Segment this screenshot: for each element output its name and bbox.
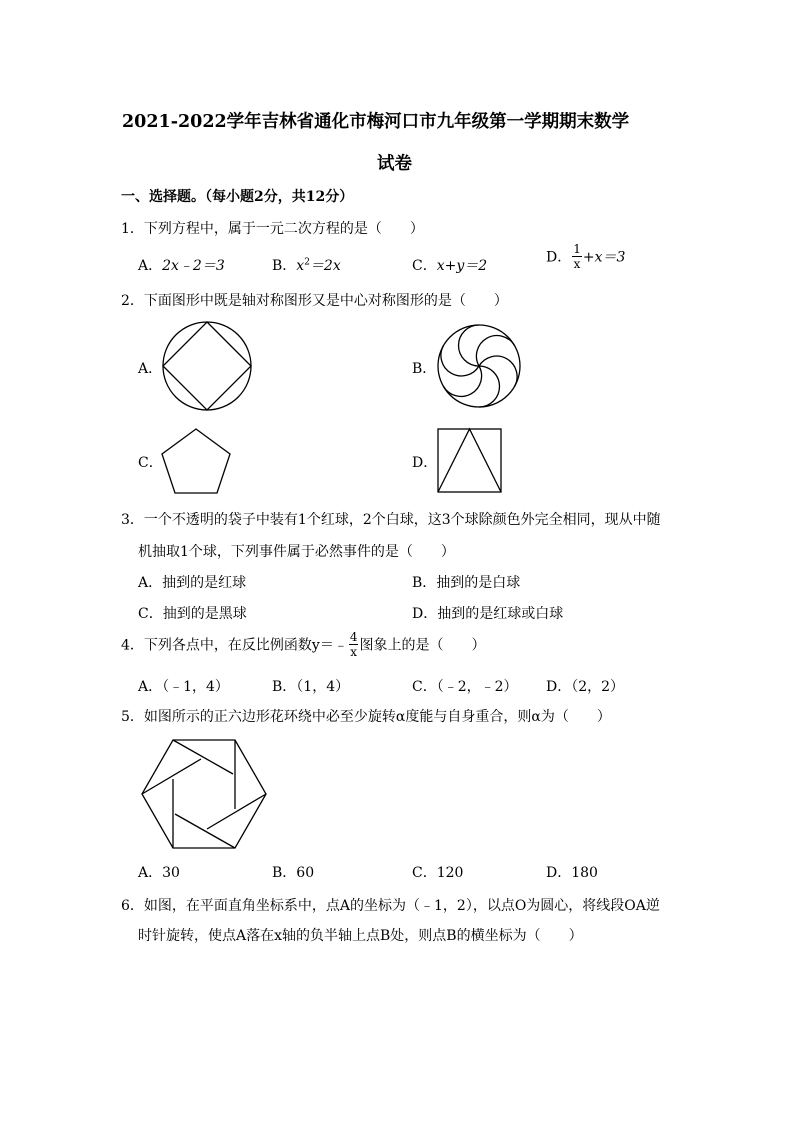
option-text: 2x﹣2＝3 bbox=[162, 258, 225, 274]
question-1-option-b bbox=[272, 255, 341, 275]
question-2-option-a-label: A． bbox=[138, 361, 163, 377]
option-text-base: x bbox=[296, 258, 305, 274]
question-6-stem-line2: 时针旋转，使点A落在x轴的负半轴上点B处，则点B的横坐标为（ ） bbox=[138, 928, 583, 944]
section-heading: 一、选择题。（每小题2分，共12分） bbox=[121, 189, 354, 205]
question-5-option-c: C．120 bbox=[412, 865, 464, 881]
question-2-option-b-label: B． bbox=[412, 361, 437, 377]
fraction-denominator: x bbox=[573, 257, 581, 271]
paper-title-line1: 2021-2022学年吉林省通化市梅河口市九年级第一学期期末数学 bbox=[122, 112, 630, 132]
option-label: A． bbox=[138, 258, 163, 274]
paper-title-line2: 试卷 bbox=[377, 154, 412, 174]
option-label: D． bbox=[546, 249, 572, 266]
question-4-option-b: B．（1，4） bbox=[272, 679, 350, 695]
question-3-stem-line1: 3．一个不透明的袋子中装有1个红球，2个白球，这3个球除颜色外完全相同，现从中随 bbox=[121, 512, 661, 528]
question-5-option-b: B．60 bbox=[272, 865, 315, 881]
question-5-stem: 5．如图所示的正六边形花环绕中必至少旋转α度能与自身重合，则α为（ ） bbox=[121, 709, 611, 725]
question-5-option-a: A．30 bbox=[138, 865, 180, 881]
question-1-stem: 1．下列方程中，属于一元二次方程的是（ ） bbox=[121, 221, 424, 237]
circle-swirl-figure bbox=[434, 321, 524, 411]
question-6-stem-line1: 6．如图，在平面直角坐标系中，点A的坐标为（﹣1，2），以点O为圆心，将线段OA逆 bbox=[121, 898, 660, 914]
circle-inscribed-square-figure bbox=[157, 316, 257, 416]
option-text-exponent: 2 bbox=[304, 257, 310, 268]
fraction bbox=[572, 243, 582, 270]
stem-text-rest: 图象上的是（ ） bbox=[359, 637, 486, 654]
option-label: C． bbox=[412, 258, 437, 274]
question-1-option-d bbox=[546, 243, 625, 270]
question-4-option-c: C．（﹣2，﹣2） bbox=[412, 679, 518, 695]
regular-pentagon-figure bbox=[156, 424, 236, 504]
fraction-denominator: x bbox=[350, 645, 358, 659]
square-with-triangle-figure bbox=[435, 426, 505, 496]
fraction bbox=[349, 631, 359, 658]
question-2-option-d-label: D． bbox=[412, 455, 438, 471]
question-2-option-c-label: C． bbox=[138, 455, 163, 471]
question-1-option-c bbox=[412, 255, 487, 275]
question-3-stem-line2: 机抽取1个球，下列事件属于必然事件的是（ ） bbox=[138, 544, 455, 560]
option-label: B． bbox=[272, 258, 297, 274]
question-4-stem bbox=[121, 631, 485, 658]
question-3-option-c: C．抽到的是黑球 bbox=[138, 606, 247, 622]
question-4-option-d: D．（2，2） bbox=[546, 679, 625, 695]
question-1-option-a bbox=[138, 255, 225, 275]
question-3-option-a: A．抽到的是红球 bbox=[138, 575, 247, 591]
question-3-option-d: D．抽到的是红球或白球 bbox=[412, 606, 564, 622]
option-text-rest: ＝2x bbox=[309, 258, 341, 274]
question-3-option-b: B．抽到的是白球 bbox=[412, 575, 521, 591]
question-4-option-a: A．（﹣1，4） bbox=[138, 679, 229, 695]
fraction-numerator: 4 bbox=[349, 630, 358, 644]
option-text: x+y＝2 bbox=[436, 258, 488, 274]
question-5-option-d: D．180 bbox=[546, 865, 598, 881]
hexagon-flower-figure bbox=[139, 737, 269, 852]
stem-text: 4．下列各点中，在反比例函数y＝﹣ bbox=[121, 637, 348, 654]
option-text-rest: +x＝3 bbox=[582, 249, 626, 266]
question-2-stem: 2．下面图形中既是轴对称图形又是中心对称图形的是（ ） bbox=[121, 293, 508, 309]
fraction-numerator: 1 bbox=[573, 242, 581, 256]
